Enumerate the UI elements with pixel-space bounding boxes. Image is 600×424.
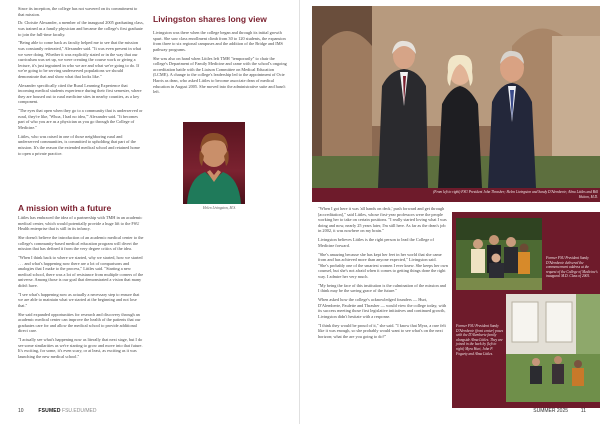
portrait-caption: Helen Livingston, M.S. [203, 206, 237, 210]
mission-heading: A mission with a future [18, 203, 112, 213]
paragraph: Littles, who was raised in one of those neighboring rural and underserved communities, is committed to upholding that part of the mission. It's the reason the extended medical school and retained home to open a private practice. [18, 133, 140, 156]
page-number: 11 [580, 408, 586, 414]
lower-photo-panel [452, 212, 600, 408]
paragraph: Livingston was there when the college began and through its initial growth spurt. She saw class enrollment climb from 30 to 120 students, the expansion from three to six regional campuses and the addition of the Bridge and IMS pathway programs. [153, 30, 286, 52]
paragraph: "When I got here it was 'all hands on deck,' push forward and get through [accreditation]," said Littles, whose first-year professors were the people working her to take on certain positions. "I really started loving what I was doing and now, nearly 25 years later, I'm still here. As far as the dean's job in 2002, it was nowhere on my brain." [318, 206, 447, 234]
mid-photo-caption: Former FSU President Sandy D'Alemberte delivered the commencement address at the request of the College of Medicine's inaugural M.D. Class of 2005. [546, 256, 598, 279]
portrait-figure [183, 122, 245, 204]
paragraph: "Being able to come back as faculty helped me to see that the mission was constantly reiterated," Alexander said. "It was even present in what we were doing. Whether it was explicitly stated or in the way that our curriculum was set up, we were creating the course work or giving a lecture, it's just ingrained in who we are and what we're going to do. If we're going to be serving underserved populations we should demonstrate that and show what that looks like." [18, 40, 142, 79]
outdoor-photo [506, 294, 600, 402]
right-footer [533, 408, 586, 414]
paragraph: She said expanded opportunities for research and discovery through an academic medical center can improve the health of the patients that our graduates care for and allow the medical school to provide additional direct care. [18, 311, 141, 334]
paragraph: Alexander specifically cited the Rural Learning Experience that incoming medical students experience during their first semester, where they are housed out to rural medicine sites in nearby counties, as a key component. [18, 82, 142, 105]
paragraph: "I think they would be proud of it," she said. "I know that Myra, a rare felt like it was enough, so she probably would want to see what's on the next horizon; what the are you going to do?" [318, 322, 446, 339]
right-page [300, 0, 600, 424]
helen-livingston-portrait [183, 122, 245, 204]
paragraph: She doesn't believe the introduction of an academic medical center to the college's community-based medical education program will divert the mission that has defined it from the very degree critics of the idea. [18, 234, 144, 252]
paragraph: When asked how the college's acknowledged founders — Hurt, D'Alemberte, Paulette and Thrasher — would view the college today, with its success meeting those first legislative initiatives and continued growth, Livingston didn't hesitate with a response. [318, 297, 447, 319]
paragraph: "I actually see what's happening now as literally that next stage, but I do see some similarities as we're starting to grow and move into that future. It's exciting, for some, it's even scary, or at least, as exciting as it was launching the new medical school." [18, 337, 143, 359]
left-column-1 [18, 6, 144, 159]
livingston-heading: Livingston shares long view [153, 14, 267, 24]
issue-date: SUMMER 2025 [533, 408, 569, 414]
paragraph: "She's amazing because she has kept her feet in her world that she came from and has achieved more than anyone expected," Livingston said. "She's probably one of the smartest women I ever knew. She keeps her own counsel, but she's not afraid when it comes to getting things done the right way. I admire her very much. [318, 251, 448, 279]
paragraph: "My being the face of this institution is the culmination of the mission and I think may be the saving grace of the future." [318, 282, 446, 294]
group-photo-top [312, 6, 600, 202]
livingston-section [153, 6, 288, 126]
group-photo-scene [312, 6, 600, 202]
family-photo [456, 218, 542, 290]
paragraph: She was also on hand when Littles left TMH "temporarily" to chair the college's Department of Family Medicine and came with the school's ongoing accreditation battle with the Liaison Committee on Medical Education (LCME). A change to the college's leadership led to the appointment of Ocie Harris as dean, who asked Littles to become associate dean of medical education in August 2005. She moved into the administrative suite and hasn't left. [153, 55, 287, 95]
top-photo-caption: (From left to right) FSU President John Thrasher; Helen Livingston and Sandy D'Alemberte; Alma Littles and Bill Hutton, M.D. [433, 190, 598, 199]
left-column-1-lower [18, 215, 144, 363]
paragraph: Littles has embraced the idea of a partnership with TMH in an academic medical center, which would potentially provide a huge lift to the FSU Health enterprise that is still in its infancy. [18, 215, 143, 232]
paragraph: Since its inception, the college has not wavered on its commitment to that mission. [18, 6, 138, 17]
paragraph: Livingston believes Littles is the right person to lead the College of Medicine forward. [318, 237, 434, 248]
lower-photo-caption: Former FSU President Sandy D'Alemberte (front center) poses with the D'Alemberte family alongside Alma Littles. They are joined in the back by (left to right) Myra Hurt, John P. Fogarty and Alma Littles. [456, 324, 504, 356]
family-photo-scene [456, 218, 542, 290]
left-column-2 [153, 30, 288, 98]
paragraph: Dr. Christie Alexander, a member of the inaugural 2005 graduating class, was trained as a family physician and became the college's first graduate to join the full-time faculty. [18, 20, 144, 37]
magazine-brand: FSUMED [38, 408, 61, 414]
paragraph: "I see what's happening now as actually a necessary step to ensure that we are able to maintain what we started at the beginning and not lose that." [18, 291, 140, 308]
magazine-url: FSU.EDU/MED [62, 408, 97, 414]
page-number: 10 [18, 408, 24, 414]
paragraph: "The eyes that open when they go to a community that is underserved or rural, they're like, 'Whoa, I had no idea,'" Alexander said. "It becomes part of who you are as a physician as you go through the College of Medicine." [18, 108, 143, 131]
outdoor-photo-scene [506, 294, 600, 402]
paragraph: "When I think back to where we started, why we started, how we started . . . and what's happening now there are a lot of comparisons and analogies that I make to the process," Littles said. "Starting a new medical school, there was a lot of resistance from multiple corners of the universe. Among those is our goal that demonstrated a vision that many didn't have. [18, 254, 144, 288]
left-footer [18, 408, 97, 414]
right-column [318, 206, 448, 343]
